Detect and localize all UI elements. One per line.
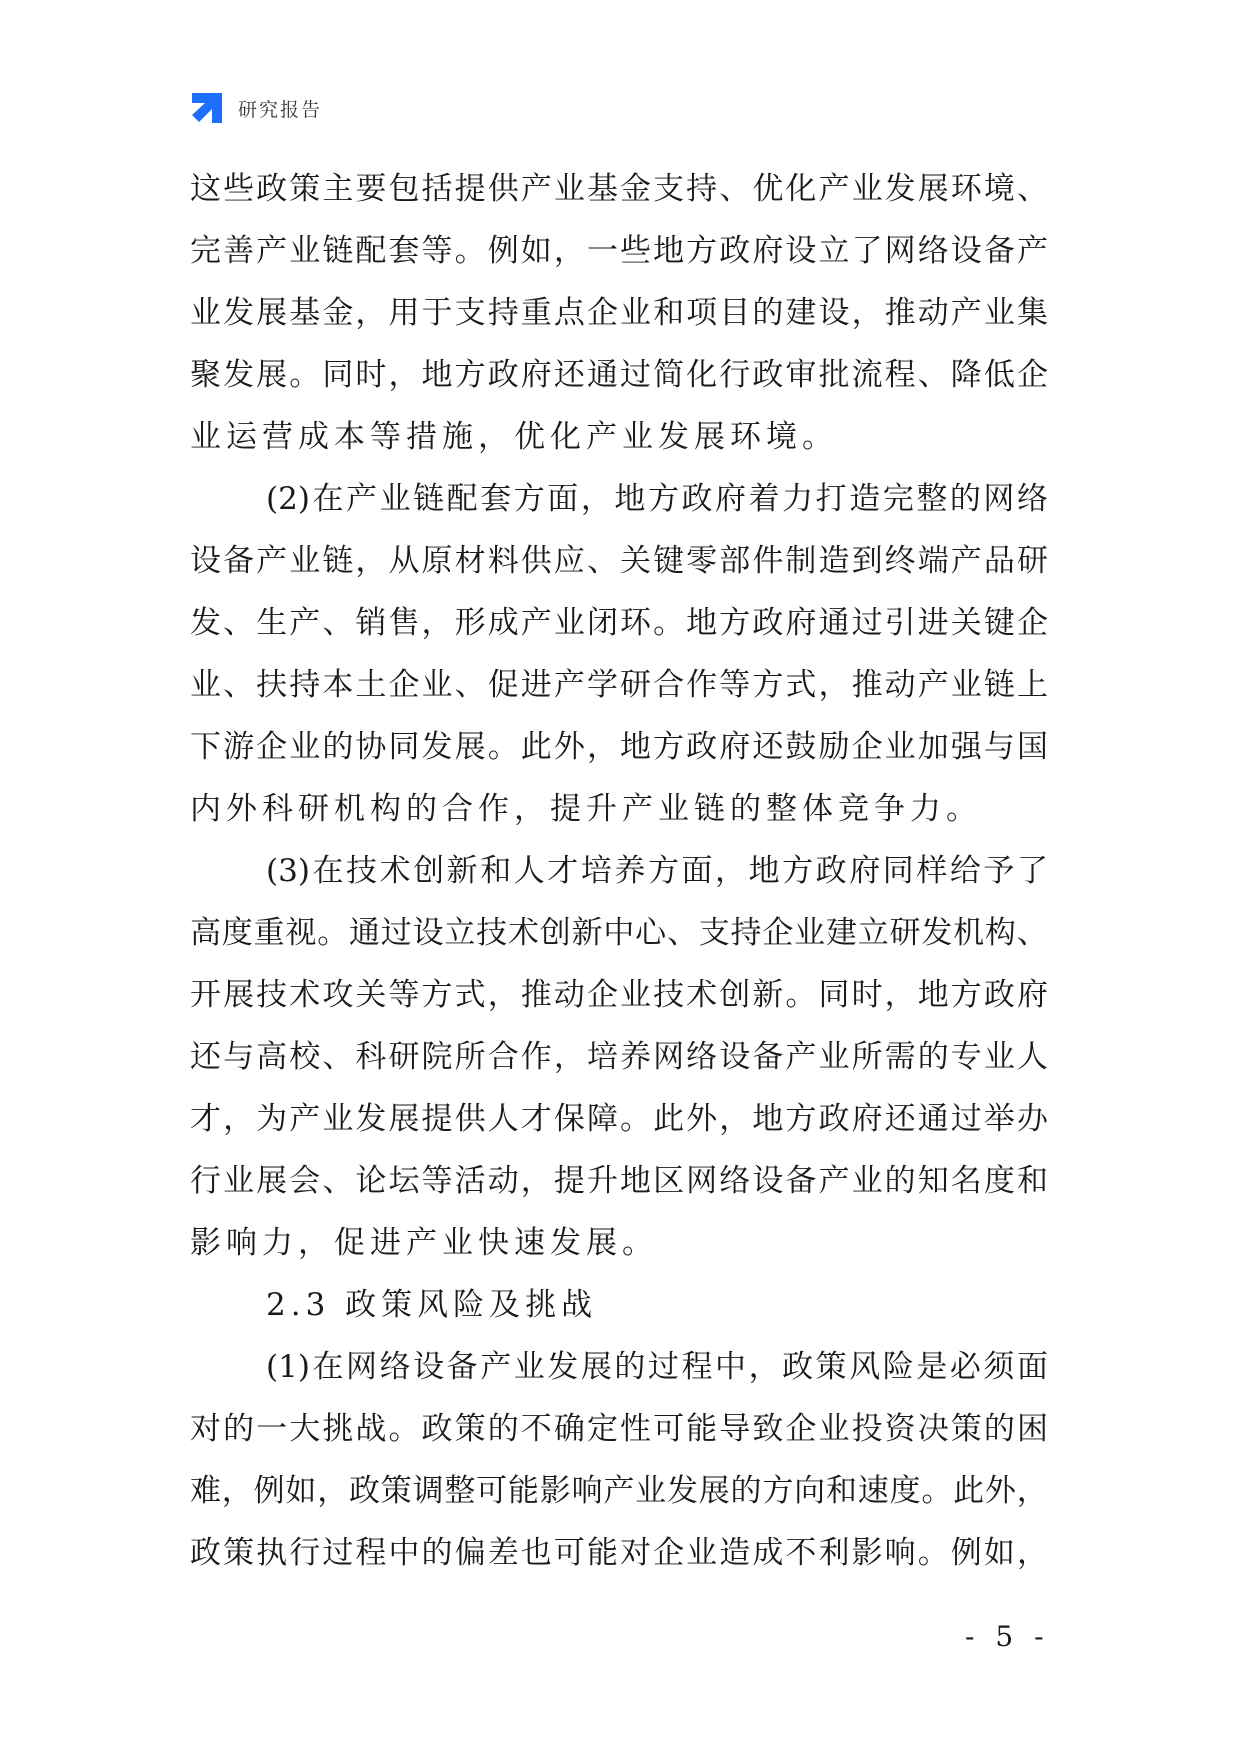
text-line: 聚 发 展 。 同 时 ， 地 方 政 府 还 通 过 简 化 行 政 审 批 流 程 、 降 低 企 (190, 357, 1048, 393)
text-line: 难 ， 例 如 ， 政 策 调 整 可 能 影 响 产 业 发 展 的 方 向 和 速 度 。 此 外 ， (190, 1473, 1048, 1509)
arrow-logo-icon (190, 91, 224, 125)
text-line: 影响力，促进产业快速发展。 (190, 1225, 658, 1261)
text-line: 业 、 扶 持 本 土 企 业 、 促 进 产 学 研 合 作 等 方 式 ， 推 动 产 业 链 上 (190, 667, 1048, 703)
text-line: 才 ， 为 产 业 发 展 提 供 人 才 保 障 。 此 外 ， 地 方 政 府 还 通 过 举 办 (190, 1101, 1048, 1137)
text-line: (2) 在 产 业 链 配 套 方 面 ， 地 方 政 府 着 力 打 造 完 整 的 网 络 (266, 481, 1048, 517)
text-line: 对 的 一 大 挑 战 。 政 策 的 不 确 定 性 可 能 导 致 企 业 投 资 决 策 的 困 (190, 1411, 1048, 1447)
text-line: 行 业 展 会 、 论 坛 等 活 动 ， 提 升 地 区 网 络 设 备 产 业 的 知 名 度 和 (190, 1163, 1048, 1199)
section-heading: 2.3 政策风险及挑战 (266, 1287, 598, 1323)
text-line: 政 策 执 行 过 程 中 的 偏 差 也 可 能 对 企 业 造 成 不 利 影 响 。 例 如 ， (190, 1535, 1048, 1571)
text-line: 下 游 企 业 的 协 同 发 展 。 此 外 ， 地 方 政 府 还 鼓 励 企 业 加 强 与 国 (190, 729, 1048, 765)
text-line: 还 与 高 校 、 科 研 院 所 合 作 ， 培 养 网 络 设 备 产 业 所 需 的 专 业 人 (190, 1039, 1048, 1075)
page-number: - 5 - (965, 1620, 1050, 1653)
text-line: 发 、 生 产 、 销 售 ， 形 成 产 业 闭 环 。 地 方 政 府 通 过 引 进 关 键 企 (190, 605, 1048, 641)
text-line: 业 发 展 基 金 ， 用 于 支 持 重 点 企 业 和 项 目 的 建 设 ， 推 动 产 业 集 (190, 295, 1048, 331)
text-line: 内外科研机构的合作，提升产业链的整体竞争力。 (190, 791, 982, 827)
text-line: 设 备 产 业 链 ， 从 原 材 料 供 应 、 关 键 零 部 件 制 造 到 终 端 产 品 研 (190, 543, 1048, 579)
document-body (190, 158, 1048, 1584)
text-line: 业运营成本等措施，优化产业发展环境。 (190, 419, 838, 455)
text-line: 开 展 技 术 攻 关 等 方 式 ， 推 动 企 业 技 术 创 新 。 同 时 ， 地 方 政 府 (190, 977, 1048, 1013)
text-line: 这 些 政 策 主 要 包 括 提 供 产 业 基 金 支 持 、 优 化 产 业 发 展 环 境 、 (190, 171, 1048, 207)
text-line: (1) 在 网 络 设 备 产 业 发 展 的 过 程 中 ， 政 策 风 险 是 必 须 面 (266, 1349, 1048, 1385)
text-line: (3) 在 技 术 创 新 和 人 才 培 养 方 面 ， 地 方 政 府 同 样 给 予 了 (266, 853, 1048, 889)
text-line: 高 度 重 视 。 通 过 设 立 技 术 创 新 中 心 、 支 持 企 业 建 立 研 发 机 构 、 (190, 915, 1048, 951)
report-header (190, 88, 322, 128)
header-title: 研究报告 (238, 98, 323, 121)
text-line: 完 善 产 业 链 配 套 等 。 例 如 ， 一 些 地 方 政 府 设 立 了 网 络 设 备 产 (190, 233, 1048, 269)
